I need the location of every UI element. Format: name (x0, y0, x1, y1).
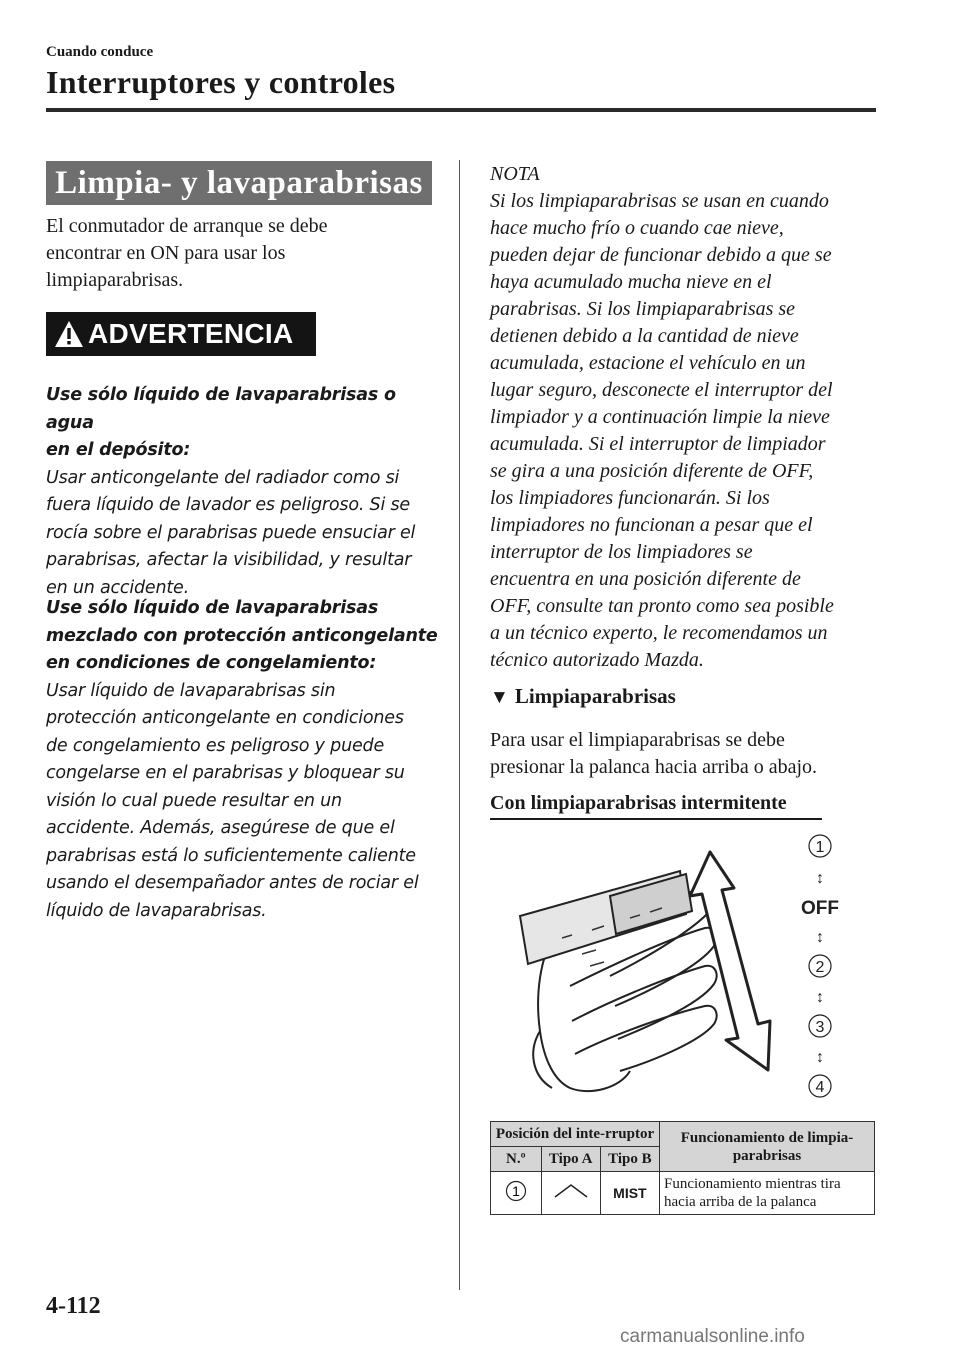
note-line: acumulada, estacione el vehículo en un (490, 352, 806, 374)
note-line: limpiador y a continuación limpie la nieve (490, 406, 830, 428)
svg-text:↕: ↕ (816, 989, 824, 1006)
warning-body-line: visión lo cual puede resultar en un (46, 790, 342, 811)
warning-body-line: protección anticongelante en condiciones (46, 708, 404, 728)
warning-body-line: accidente. Además, asegúrese de que el (46, 818, 395, 838)
intro-paragraph (46, 213, 446, 294)
warning-body-line: fuera líquido de lavador es peligroso. Si se (46, 495, 410, 515)
warning-body-line: Usar líquido de lavaparabrisas sin (46, 680, 336, 701)
wiper-stalk (520, 871, 692, 964)
warning-body-line: parabrisas está lo suficientemente caliente (46, 845, 416, 866)
warning-label: ADVERTENCIA (88, 318, 294, 349)
watermark: carmanualsonline.info (620, 1326, 805, 1347)
table-header-no: N.º (491, 1147, 542, 1172)
table-header-type-a: Tipo A (541, 1147, 600, 1172)
warning-triangle-icon (54, 320, 84, 348)
note-label: NOTA (490, 163, 540, 185)
note-line: pueden dejar de funcionar debido a que se (490, 244, 832, 266)
wiper-position-table (490, 1121, 875, 1215)
warning-heading-line: mezclado con protección anticongelante (46, 625, 438, 646)
intro-line: El conmutador de arranque se debe (46, 215, 328, 237)
note-line: OFF, consulte tan pronto como sea posible (490, 595, 834, 617)
note-line: a un técnico experto, le recomendamos un (490, 622, 828, 644)
warning-heading-line: Use sólo líquido de lavaparabrisas (46, 598, 379, 618)
warning-body-line: de congelamiento es peligroso y puede (46, 735, 385, 756)
warning-body-line: en un accidente. (46, 577, 189, 598)
intro-line: limpiaparabrisas. (46, 269, 184, 291)
table-header-position: Posición del inte-rruptor (491, 1122, 660, 1147)
row-type-b: MIST (600, 1172, 659, 1215)
warning-body-line: congelarse en el parabrisas y bloquear su (46, 763, 405, 783)
intro-line: encontrar en ON para usar los (46, 242, 286, 264)
subsection-title: Limpiaparabrisas (514, 684, 676, 708)
row-type-a (541, 1172, 600, 1215)
warning-badge (46, 312, 316, 356)
intermittent-heading-underline (490, 818, 822, 820)
subsection-heading (490, 684, 676, 709)
row-number-text: 1 (511, 1182, 520, 1199)
circled-number-icon (505, 1180, 527, 1202)
column-divider (459, 160, 460, 1290)
table-header-operation: Funcionamiento de limpia-parabrisas (660, 1122, 875, 1172)
warning-body-line: rocía sobre el parabrisas puede ensuciar el (46, 522, 416, 543)
table-header-type-b: Tipo B (600, 1147, 659, 1172)
warning-body-line: líquido de lavaparabrisas. (46, 900, 267, 921)
note-line: encuentra en una posición diferente de (490, 568, 801, 590)
wiper-lever-figure (500, 826, 870, 1116)
note-line: parabrisas. Si los limpiaparabrisas se (490, 298, 796, 320)
warning-item (46, 382, 441, 602)
note-line: lugar seguro, desconecte el interruptor del (490, 379, 833, 401)
warning-body-line: parabrisas, afectar la visibilidad, y resultar (46, 550, 412, 570)
note-line: detienen debido a la cantidad de nieve (490, 325, 799, 347)
running-header-title: Interruptores y controles (46, 64, 396, 100)
note-line: acumulada. Si el interruptor de limpiador (490, 433, 826, 455)
position-label: 3 (815, 1019, 825, 1036)
note-line: se gira a una posición diferente de OFF, (490, 460, 814, 482)
svg-text:↕: ↕ (816, 929, 824, 946)
svg-text:↕: ↕ (816, 870, 824, 887)
section-title: Limpia- y lavaparabrisas (46, 161, 432, 205)
paragraph-line: Para usar el limpiaparabrisas se debe (490, 729, 785, 751)
warning-heading-line: en el depósito: (46, 440, 191, 460)
warning-heading-line: Use sólo líquido de lavaparabrisas o agua (46, 385, 396, 433)
note-line: Si los limpiaparabrisas se usan en cuando (490, 190, 829, 212)
warning-heading-line: en condiciones de congelamiento: (46, 653, 377, 673)
note-line: limpiadores no funcionan a pesar que el (490, 514, 813, 536)
note-line: los limpiadores funcionarán. Si los (490, 487, 770, 509)
note-line: haya acumulado mucha nieve en el (490, 271, 772, 293)
subsection-paragraph (490, 727, 880, 781)
table-row (491, 1172, 875, 1215)
position-label: 4 (815, 1079, 825, 1096)
note-line: técnico autorizado Mazda. (490, 649, 704, 671)
mist-wave-icon (551, 1181, 591, 1201)
triangle-marker-icon: ▼ (490, 687, 509, 708)
position-label: 1 (815, 839, 825, 856)
paragraph-line: presionar la palanca hacia arriba o abajo. (490, 756, 818, 778)
warning-item (46, 595, 441, 925)
warning-body-line: usando el desempañador antes de rociar el (46, 873, 419, 893)
note-line: interruptor de los limpiadores se (490, 541, 753, 563)
header-rule (46, 108, 876, 112)
row-position-number (491, 1172, 542, 1215)
position-label: 2 (815, 959, 825, 976)
direction-arrow (690, 852, 770, 1070)
running-header-section: Cuando conduce (46, 44, 154, 60)
note-line: hace mucho frío o cuando cae nieve, (490, 217, 784, 239)
note-block (490, 161, 880, 674)
svg-text:↕: ↕ (816, 1049, 824, 1066)
warning-body-line: Usar anticongelante del radiador como si (46, 467, 400, 488)
intermittent-heading: Con limpiaparabrisas intermitente (490, 792, 787, 814)
position-labels (801, 835, 839, 1097)
page-number: 4-112 (46, 1293, 101, 1319)
row-operation: Funcionamiento mientras tira hacia arriba de la palanca (660, 1172, 875, 1215)
position-label: OFF (801, 898, 839, 919)
